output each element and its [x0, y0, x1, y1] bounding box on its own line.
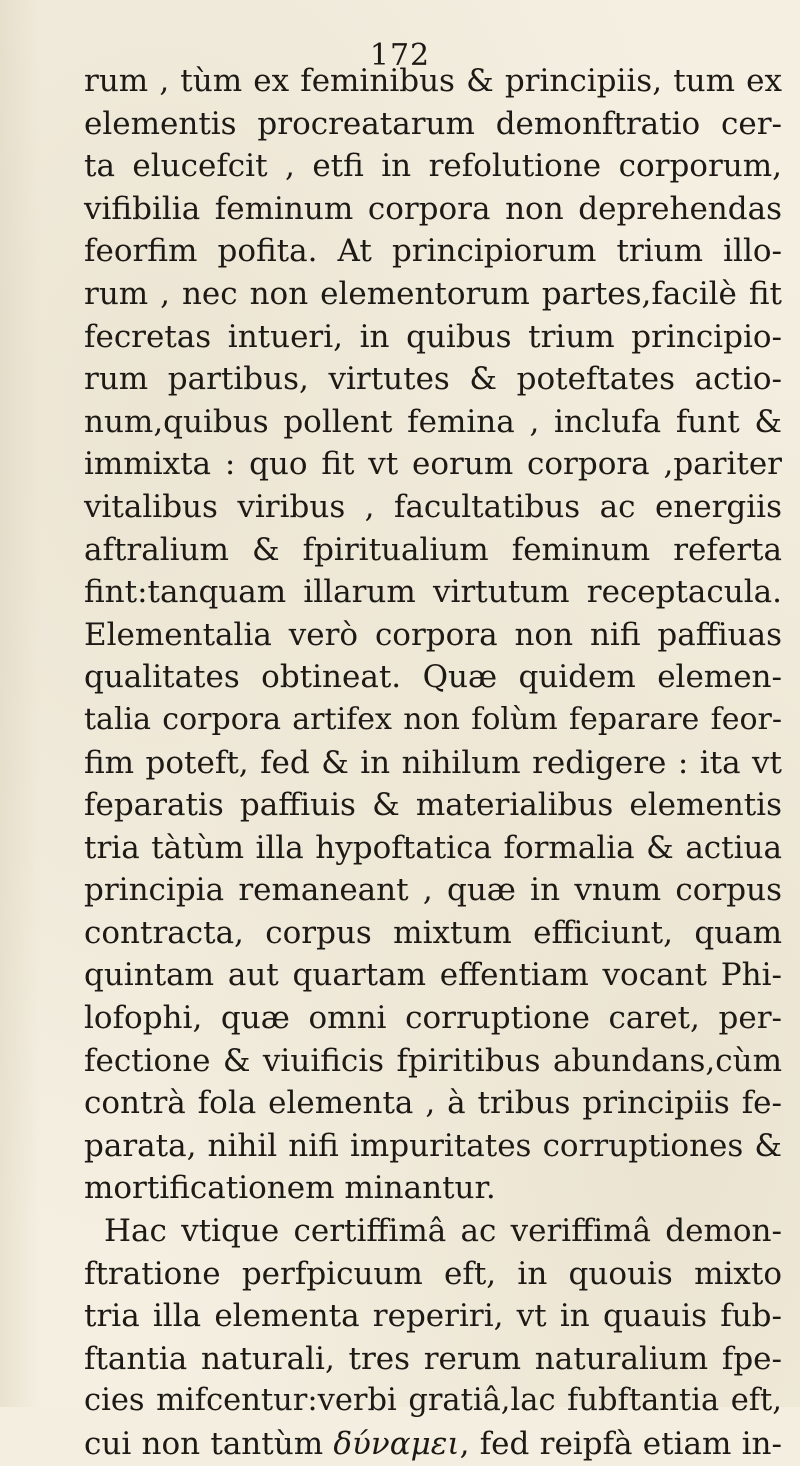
text-line: fint:tanquam illarum virtutum receptacula.	[84, 574, 782, 611]
greek-word: δύναμει	[333, 1426, 460, 1462]
text-line: vifibilia feminum corpora non deprehendas	[84, 190, 782, 227]
text-line: vitalibus viribus , facultatibus ac energiis	[84, 488, 782, 525]
text-line: feorfim pofita. At principiorum trium illo-	[84, 233, 782, 270]
text-line: lofophi, quæ omni corruptione caret, per-	[84, 1000, 782, 1037]
text-line: principia remaneant , quæ in vnum corpus	[84, 872, 782, 909]
text-line: feparatis paffiuis & materialibus elementis	[84, 787, 782, 824]
text-line: fecretas intueri, in quibus trium principio-	[84, 318, 782, 355]
text-line: elementis procreatarum demonftratio cer-	[84, 105, 782, 142]
text-line: qualitates obtineat. Quæ quidem elemen-	[84, 659, 782, 696]
text-line: tria tàtùm illa hypoftatica formalia & actiua	[84, 829, 782, 866]
text-line: ta elucefcit , etfi in refolutione corporum,	[84, 148, 782, 185]
text-line: immixta : quo fit vt eorum corpora ,pariter	[84, 446, 782, 483]
text-line: contrà fola elementa , à tribus principiis fe-	[84, 1085, 782, 1122]
text-line: rum , tùm ex feminibus & principiis, tum ex	[84, 63, 782, 99]
text-line: quintam aut quartam effentiam vocant Phi-	[84, 957, 782, 994]
text-line: ftantia naturali, tres rerum naturalium fpe-	[84, 1340, 782, 1377]
text-line: contracta, corpus mixtum efficiunt, quam	[84, 914, 782, 951]
text-line: talia corpora artifex non folùm feparare feor-	[84, 701, 782, 737]
text-line: fectione & viuificis fpiritibus abundans,cùm	[84, 1042, 782, 1079]
text-line: ftratione perfpicuum eft, in quouis mixto	[84, 1255, 782, 1292]
page-number: 172	[369, 38, 431, 73]
text-line: fim poteft, fed & in nihilum redigere : ita vt	[84, 744, 782, 781]
text-line: rum partibus, virtutes & poteftates actio-	[84, 361, 782, 398]
text-line-paragraph-start: Hac vtique certiffimâ ac veriffimâ demon-	[104, 1213, 782, 1250]
text-line: aftralium & fpiritualium feminum referta	[84, 531, 782, 568]
text-line: Elementalia verò corpora non nifi paffiuas	[84, 616, 782, 653]
body-text	[84, 60, 782, 1466]
text-segment: , fed reipfà etiam in-	[459, 1426, 782, 1462]
text-segment: cui non tantùm	[84, 1426, 334, 1462]
text-line: rum , nec non elementorum partes,facilè fit	[84, 275, 782, 312]
text-line: tria illa elementa reperiri, vt in quauis fub-	[84, 1298, 782, 1335]
text-line: parata, nihil nifi impuritates corruptiones &	[84, 1127, 782, 1164]
text-line: cies mifcentur:verbi gratiâ,lac fubftantia eft,	[84, 1383, 782, 1419]
text-line: num,quibus pollent femina , inclufa funt &	[84, 403, 782, 440]
text-line-paragraph-end: mortificationem minantur.	[84, 1170, 496, 1207]
text-line-last	[84, 1423, 782, 1466]
